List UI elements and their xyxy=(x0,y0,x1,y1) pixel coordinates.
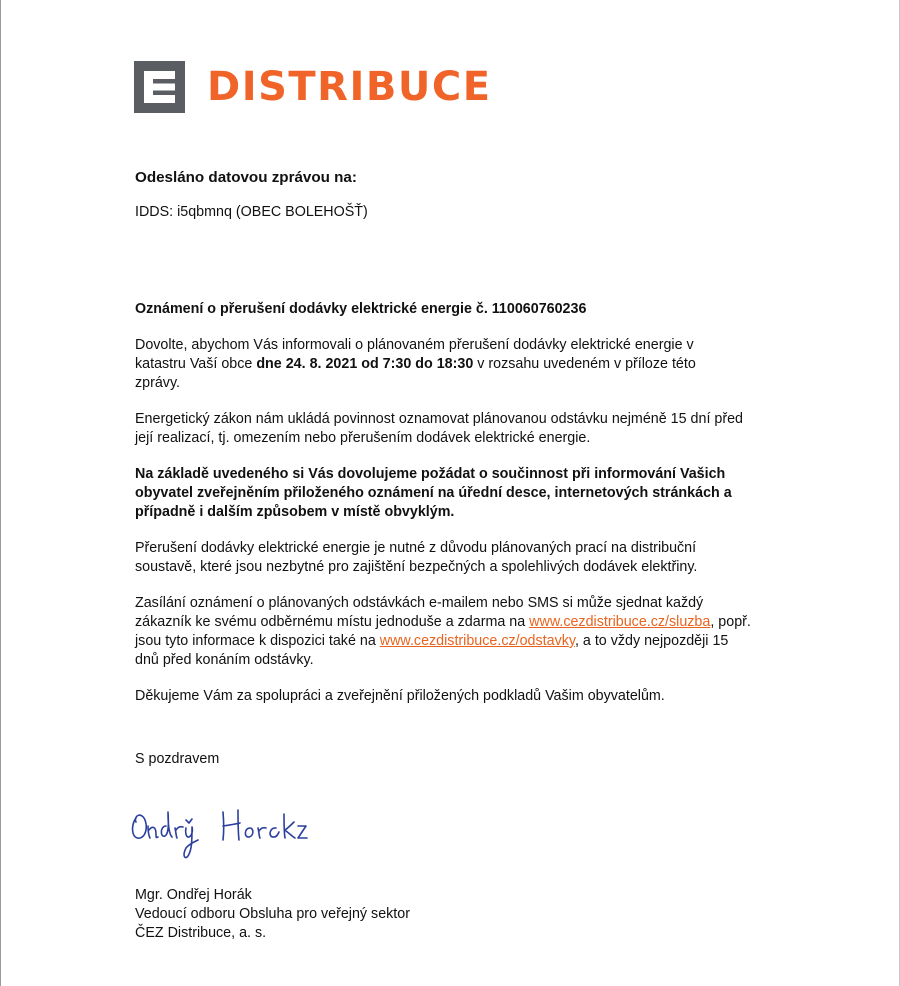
recipient-idds: IDDS: i5qbmnq (OBEC BOLEHOŠŤ) xyxy=(135,204,368,220)
paragraph-thanks: Děkujeme Vám za spolupráci a zveřejnění přiložených podkladů Vašim obyvatelům. xyxy=(135,688,665,704)
page-left-border xyxy=(0,0,1,986)
sent-via-label: Odesláno datovou zprávou na: xyxy=(135,169,357,186)
outage-date-time: dne 24. 8. 2021 od 7:30 do 18:30 xyxy=(256,356,474,372)
notification-text-1: Zasílání oznámení o plánovaných odstávkách e-mailem nebo SMS si může sjednat každý zákazník ke svému odběrnému místu jednoduše a zdarma na xyxy=(135,595,704,630)
letter-body xyxy=(135,168,775,769)
notification-text-2: , popř. jsou tyto informace k dispozici také na xyxy=(135,614,751,649)
letter-subject: Oznámení o přerušení dodávky elektrické energie č. 110060760236 xyxy=(135,301,587,317)
paragraph-outage-info-end: v rozsahu uvedeném v příloze této zprávy. xyxy=(135,356,696,391)
link-sluzba[interactable]: www.cezdistribuce.cz/sluzba xyxy=(529,614,711,630)
signer-block xyxy=(135,886,410,943)
paragraph-notification-service xyxy=(135,594,755,670)
paragraph-outage-reason: Přerušení dodávky elektrické energie je nutné z důvodu plánovaných prací na distribuční soustavě, které jsou nezbytné pro zajištění bezpečných a spolehlivých dodávek elektřiny. xyxy=(135,540,698,575)
notification-text-3: , a to vždy nejpozději 15 dnů před konáním odstávky. xyxy=(135,633,729,668)
signer-company: ČEZ Distribuce, a. s. xyxy=(135,925,267,941)
cez-logo-icon xyxy=(134,61,185,113)
paragraph-legal-obligation: Energetický zákon nám ukládá povinnost oznamovat plánovanou odstávku nejméně 15 dní před její realizací, tj. omezením nebo přerušením dodávek elektrické energie. xyxy=(135,411,744,446)
paragraph-cooperation-request: Na základě uvedeného si Vás dovolujeme požádat o součinnost při informování Vašich obyvatel zveřejněním přiloženého oznámení na úřední desce, internetových stránkách a případně i dalším způsobem v místě obvyklým. xyxy=(135,466,732,520)
brand-name: DISTRIBUCE xyxy=(207,64,492,110)
closing-greeting: S pozdravem xyxy=(135,751,220,767)
signer-title: Vedoucí odboru Obsluha pro veřejný sektor xyxy=(135,906,410,922)
company-logo xyxy=(134,60,492,114)
handwritten-signature xyxy=(128,800,308,866)
signer-name: Mgr. Ondřej Horák xyxy=(135,887,252,903)
paragraph-outage-info xyxy=(135,336,720,393)
paragraph-outage-info-text: Dovolte, abychom Vás informovali o plánovaném přerušení dodávky elektrické energie v katastru Vaší obce xyxy=(135,337,694,372)
link-odstavky[interactable]: www.cezdistribuce.cz/odstavky xyxy=(379,633,575,649)
